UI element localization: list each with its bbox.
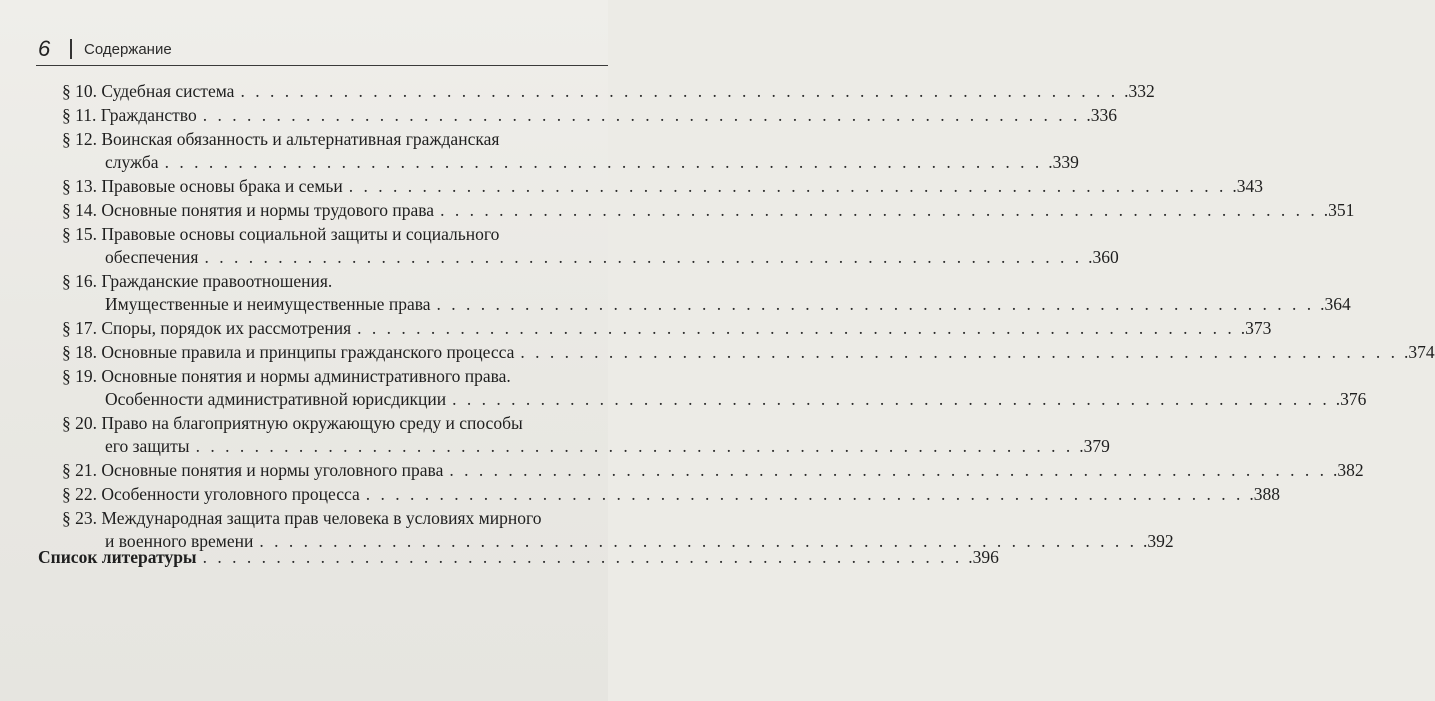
dot-leader: . . . . . . . . . . . . . . . . . . . . . . . . . . . . . . . . . . . . . . . . . . . . . . . . . . . . . . . . . . . .: [195, 436, 1074, 456]
header-separator: [70, 39, 72, 59]
toc-entry-line: [62, 412, 606, 435]
toc-page-number: .360: [1088, 247, 1119, 267]
toc-page-number: .392: [1142, 531, 1174, 551]
toc-page-number: .373: [1240, 318, 1272, 338]
toc-entry: [62, 223, 1119, 269]
toc-entry-text: § 23. Международная защита прав человека в условиях мирного: [62, 508, 542, 528]
toc-entry: [62, 317, 1272, 340]
toc-entry-line: [62, 80, 1155, 103]
toc-entry: [62, 104, 1117, 127]
dot-leader: . . . . . . . . . . . . . . . . . . . . . . . . . . . . . . . . . . . . . . . . . . . . . . . . . . . . . . . . . . . .: [357, 318, 1235, 338]
running-header: [38, 34, 172, 64]
toc-entry-line: [62, 317, 1272, 340]
toc-entry-text: Особенности административной юрисдикции: [105, 389, 447, 409]
toc-entry-continuation: [62, 246, 1119, 269]
toc-page-number: .379: [1079, 436, 1110, 456]
header-title: Содержание: [84, 40, 172, 58]
toc-page-number: .332: [1124, 81, 1155, 101]
toc-entry-text: § 13. Правовые основы брака и семьи: [62, 176, 343, 196]
dot-leader: . . . . . . . . . . . . . . . . . . . . . . . . . . . . . . . . . . . . . . . . . . . . . . . . . . . . . . . . . . . .: [449, 460, 1327, 480]
toc-entry: [62, 412, 1110, 458]
toc-entry-text: обеспечения: [105, 247, 199, 267]
toc-entry-text: и военного времени: [105, 531, 254, 551]
toc-entry-line: [62, 483, 1280, 506]
toc-entry-text: § 10. Судебная система: [62, 81, 235, 101]
toc-entry-text: служба: [105, 152, 159, 172]
toc-page-number: .388: [1249, 484, 1280, 504]
toc-entry-text: § 12. Воинская обязанность и альтернативная гражданская: [62, 129, 500, 149]
toc-page-number: .382: [1333, 460, 1364, 480]
toc-entry-continuation: [62, 388, 1367, 411]
dot-leader: . . . . . . . . . . . . . . . . . . . . . . . . . . . . . . . . . . . . . . . . . . . . . . . . . . . . . . . . . . . .: [520, 342, 1399, 362]
dot-leader: . . . . . . . . . . . . . . . . . . . . . . . . . . . . . . . . . . . . . . . . . . . . . . . . . . . . . . . . . . . .: [164, 152, 1043, 172]
toc-entry-line: [62, 175, 1264, 198]
toc-entry-text: § 11. Гражданство: [62, 105, 197, 125]
toc-entry: [62, 365, 1367, 411]
dot-leader: . . . . . . . . . . . . . . . . . . . . . . . . . . . . . . . . . . . . . . . . . . . . . . . . . . . . . . . . . . . .: [202, 105, 1081, 125]
toc-entry-line: [62, 507, 606, 530]
toc-page-number: .351: [1323, 200, 1355, 220]
toc-entry: [62, 199, 1355, 222]
toc-page-number: .364: [1320, 294, 1351, 314]
toc-entry-line: [62, 128, 606, 151]
toc-page-number: .376: [1335, 389, 1367, 409]
toc-entry: [62, 80, 1155, 103]
toc-entry-continuation: [62, 293, 1351, 316]
toc-entry-text: § 18. Основные правила и принципы гражданского процесса: [62, 342, 515, 362]
toc-entry-text: § 21. Основные понятия и нормы уголовного права: [62, 460, 444, 480]
toc-page-number: .336: [1086, 105, 1117, 125]
toc-entry-line: [62, 223, 606, 246]
toc-entry: [62, 459, 1364, 482]
dot-leader: . . . . . . . . . . . . . . . . . . . . . . . . . . . . . . . . . . . . . . . . . . . . . . . . . . . . . . . . . . . .: [452, 389, 1330, 409]
toc-entry-line: [62, 341, 1435, 364]
toc-entry-text: § 20. Право на благоприятную окружающую среду и способы: [62, 413, 523, 433]
toc-entry-text: § 17. Споры, порядок их рассмотрения: [62, 318, 352, 338]
toc-entry-text: § 19. Основные понятия и нормы административного права.: [62, 366, 511, 386]
toc-entry-text: Имущественные и неимущественные права: [105, 294, 431, 314]
dot-leader: . . . . . . . . . . . . . . . . . . . . . . . . . . . . . . . . . . . . . . . . . . . . . . . . . . . . . . . . . . . .: [204, 247, 1083, 267]
toc-entry-line: [62, 104, 1117, 127]
toc-entry-text: § 14. Основные понятия и нормы трудового права: [62, 200, 435, 220]
toc-entry-line: [62, 365, 606, 388]
toc-page-number: .343: [1232, 176, 1264, 196]
table-of-contents: [62, 80, 1435, 554]
dot-leader: . . . . . . . . . . . . . . . . . . . . . . . . . . . . . . . . . . . . . . . . . . . . . . . . . . . . . . . . . . . .: [240, 81, 1119, 101]
toc-entry-text: § 16. Гражданские правоотношения.: [62, 271, 333, 291]
toc-entry: [62, 483, 1280, 506]
dot-leader: . . . . . . . . . . . . . . . . . . . . . . . . . . . . . . . . . . . . . . . . . . . . . . . . . . . . . . . . . . . .: [365, 484, 1244, 504]
page-number: 6: [38, 36, 51, 61]
toc-entry-line: [62, 199, 1355, 222]
toc-entry-text: § 15. Правовые основы социальной защиты и социального: [62, 224, 500, 244]
toc-entry-line: [62, 270, 606, 293]
toc-entry-line: [62, 459, 1364, 482]
toc-entry-continuation: [62, 435, 1110, 458]
dot-leader: . . . . . . . . . . . . . . . . . . . . . . . . . . . . . . . . . . . . . . . . . . . . . . . . . . . . . . . . . . . .: [259, 531, 1137, 551]
toc-page-number: .339: [1048, 152, 1079, 172]
toc-entry: [62, 270, 1351, 316]
bibliography-title: Список литературы: [38, 547, 197, 567]
toc-entry-continuation: [62, 151, 1079, 174]
bibliography-entry: [38, 546, 999, 569]
toc-entry-text: его защиты: [105, 436, 190, 456]
header-rule: [36, 65, 608, 66]
toc-entry: [62, 128, 1079, 174]
dot-leader: . . . . . . . . . . . . . . . . . . . . . . . . . . . . . . . . . . . . . . . . . . . . . . . . . . . .: [202, 547, 963, 567]
toc-entry: [62, 341, 1435, 364]
toc-entry: [62, 175, 1264, 198]
dot-leader: . . . . . . . . . . . . . . . . . . . . . . . . . . . . . . . . . . . . . . . . . . . . . . . . . . . . . . . . . . . .: [440, 200, 1318, 220]
dot-leader: . . . . . . . . . . . . . . . . . . . . . . . . . . . . . . . . . . . . . . . . . . . . . . . . . . . . . . . . . . . .: [436, 294, 1315, 314]
bibliography-page: .396: [968, 547, 999, 567]
toc-entry-text: § 22. Особенности уголовного процесса: [62, 484, 360, 504]
dot-leader: . . . . . . . . . . . . . . . . . . . . . . . . . . . . . . . . . . . . . . . . . . . . . . . . . . . . . . . . . . . .: [348, 176, 1227, 196]
toc-page-number: .374: [1404, 342, 1435, 362]
